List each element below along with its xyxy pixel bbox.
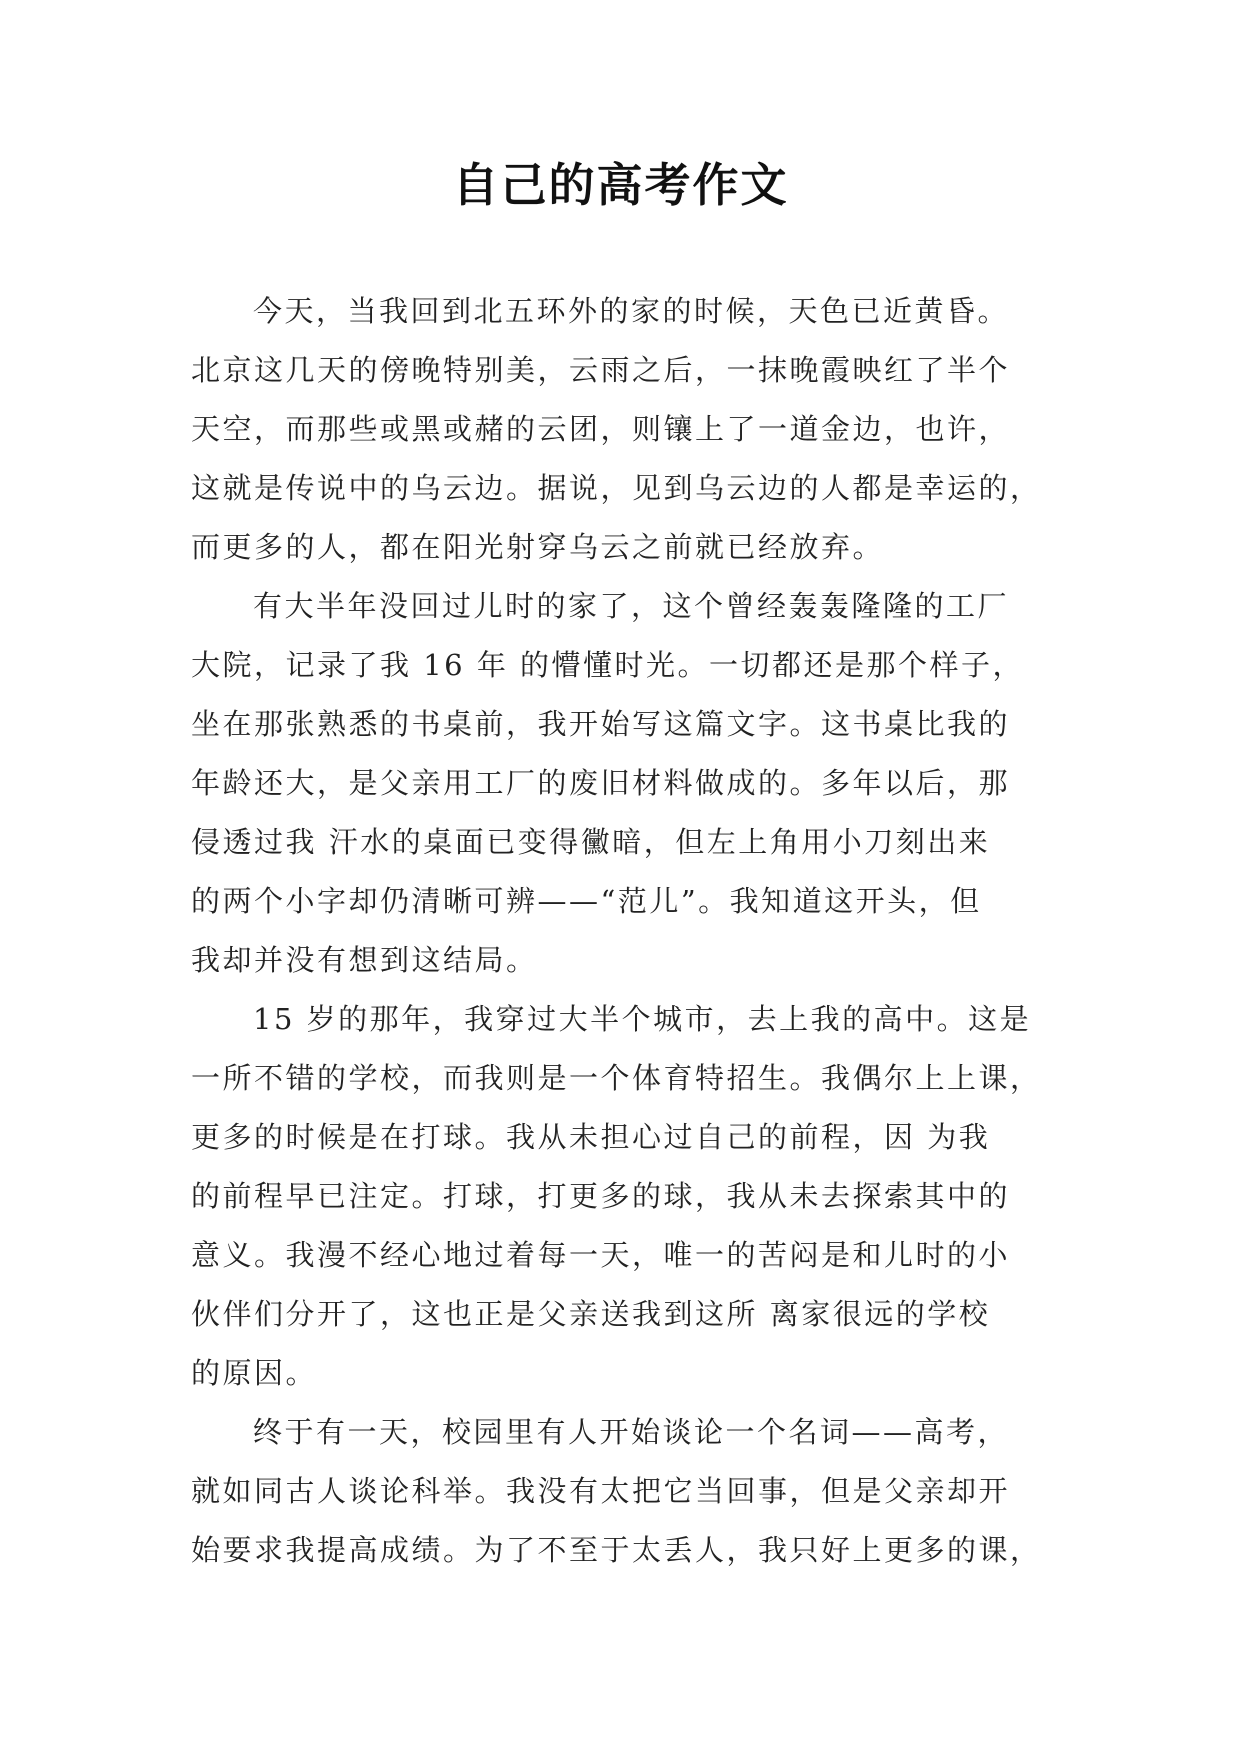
text-line: 的原因。 [191, 1356, 318, 1390]
text-line: 今天，当我回到北五环外的家的时候，天色已近黄昏。 [253, 294, 1010, 328]
paragraph-2 [191, 577, 1071, 990]
paragraph-4 [191, 1403, 1071, 1580]
text-line: 15 岁的那年，我穿过大半个城市，去上我的高中。这是 [253, 1002, 1032, 1036]
text-line: 就如同古人谈论科举。我没有太把它当回事，但是父亲却开 [191, 1474, 1011, 1508]
document-body [191, 282, 1071, 1580]
text-line: 坐在那张熟悉的书桌前，我开始写这篇文字。这书桌比我的 [191, 707, 1011, 741]
text-line: 天空，而那些或黑或赭的云团，则镶上了一道金边，也许， [191, 412, 1011, 446]
text-line: 大院，记录了我 16 年 的懵懂时光。一切都还是那个样子， [191, 648, 1025, 682]
text-line: 更多的时候是在打球。我从未担心过自己的前程，因 为我 [191, 1120, 991, 1154]
text-line: 而更多的人，都在阳光射穿乌云之前就已经放弃。 [191, 530, 885, 564]
text-line: 北京这几天的傍晚特别美，云雨之后，一抹晚霞映红了半个 [191, 353, 1011, 387]
text-line: 年龄还大，是父亲用工厂的废旧材料做成的。多年以后，那 [191, 766, 1011, 800]
text-line: 一所不错的学校，而我则是一个体育特招生。我偶尔上上课， [191, 1061, 1042, 1095]
text-line: 侵透过我 汗水的桌面已变得黴暗，但左上角用小刀刻出来 [191, 825, 991, 859]
document-title: 自己的高考作文 [452, 158, 789, 212]
paragraph-1 [191, 282, 1071, 577]
text-line: 始要求我提高成绩。为了不至于太丢人，我只好上更多的课， [191, 1533, 1042, 1567]
text-line: 伙伴们分开了，这也正是父亲送我到这所 离家很远的学校 [191, 1297, 991, 1331]
text-line: 终于有一天，校园里有人开始谈论一个名词——高考， [253, 1415, 1010, 1449]
text-line: 意义。我漫不经心地过着每一天，唯一的苦闷是和儿时的小 [191, 1238, 1011, 1272]
text-line: 我却并没有想到这结局。 [191, 943, 538, 977]
text-line: 有大半年没回过儿时的家了，这个曾经轰轰隆隆的工厂 [253, 589, 1010, 623]
paragraph-3 [191, 990, 1071, 1403]
text-line: 的前程早已注定。打球，打更多的球，我从未去探索其中的 [191, 1179, 1011, 1213]
text-line: 的两个小字却仍清晰可辨——“范儿”。我知道这开头，但 [191, 884, 982, 918]
text-line: 这就是传说中的乌云边。据说，见到乌云边的人都是幸运的， [191, 471, 1042, 505]
